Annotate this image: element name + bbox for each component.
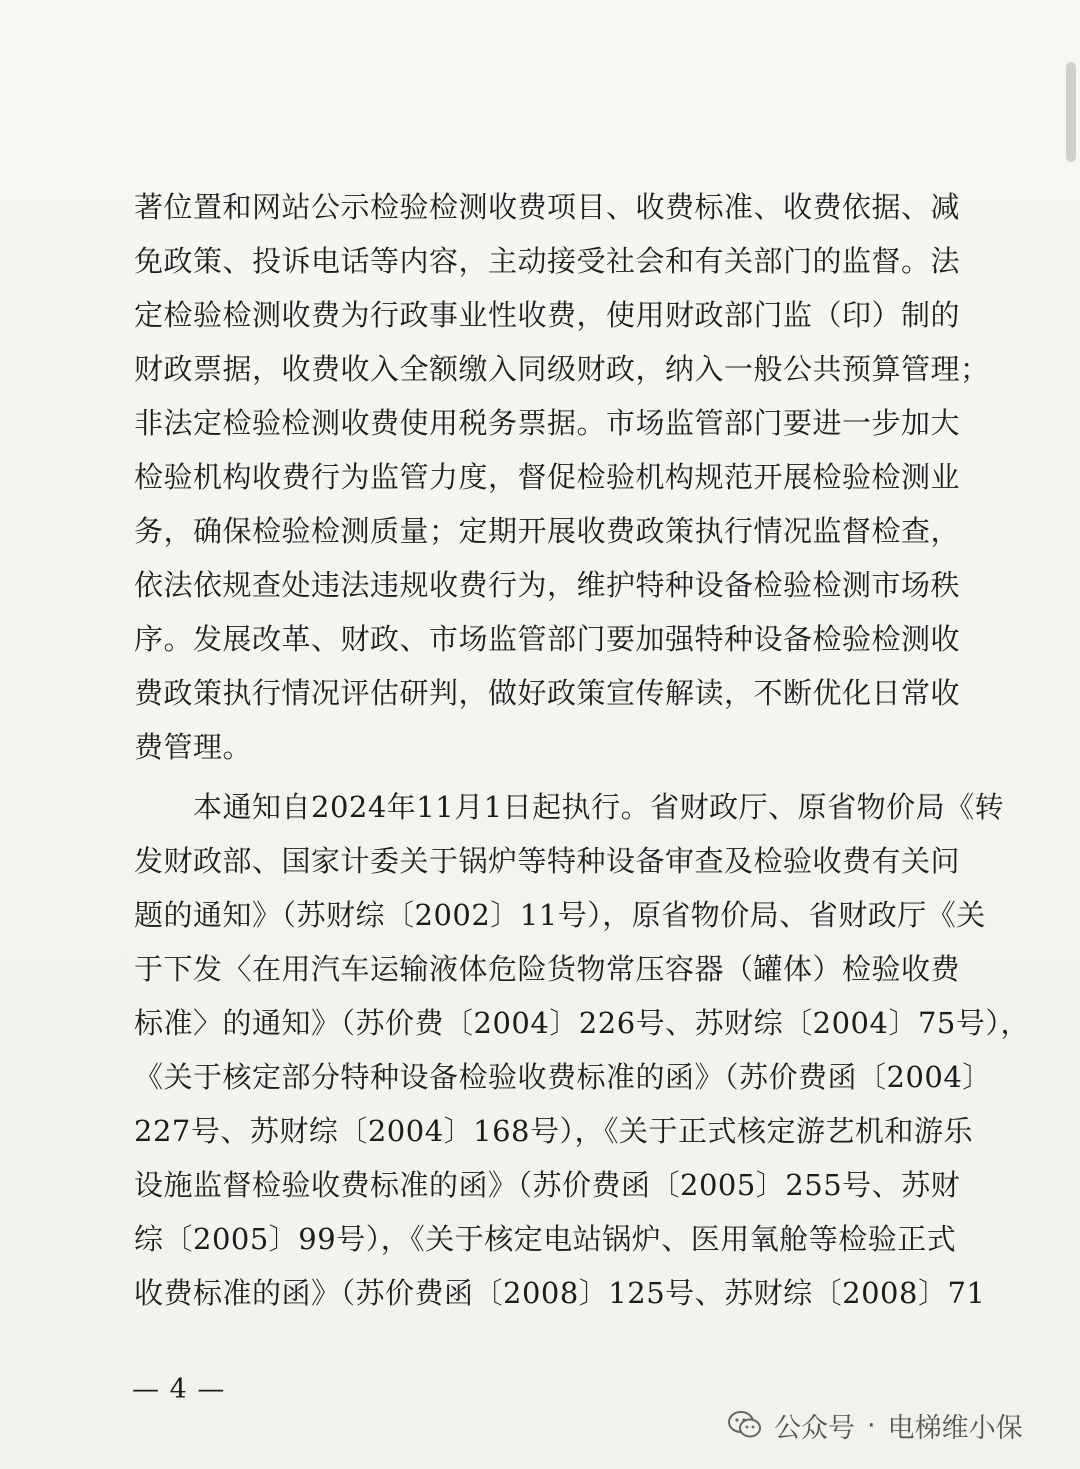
text-line: 发财政部、国家计委关于锅炉等特种设备审查及检验收费有关问 — [134, 844, 961, 878]
text-line: 务，确保检验检测质量；定期开展收费政策执行情况监督检查， — [134, 514, 961, 548]
text-line: 检验机构收费行为监管力度，督促检验机构规范开展检验检测业 — [134, 460, 961, 494]
text-line: 227号、苏财综〔2004〕168号），《关于正式核定游艺机和游乐 — [134, 1114, 974, 1148]
text-line: 收费标准的函》（苏价费函〔2008〕125号、苏财综〔2008〕71 — [134, 1276, 986, 1310]
paragraph-1 — [134, 180, 990, 774]
text-line: 费管理。 — [134, 730, 253, 764]
text-line: 依法依规查处违法违规收费行为，维护特种设备检验检测市场秩 — [134, 568, 961, 602]
watermark-label: 公众号 — [774, 1412, 855, 1444]
paragraph-2 — [134, 780, 1030, 1320]
text-line: 定检验检测收费为行政事业性收费，使用财政部门监（印）制的 — [134, 298, 961, 332]
text-line: 著位置和网站公示检验检测收费项目、收费标准、收费依据、减 — [134, 190, 961, 224]
text-line: 于下发〈在用汽车运输液体危险货物常压容器（罐体）检验收费 — [134, 952, 961, 986]
text-line: 设施监督检验收费标准的函》（苏价费函〔2005〕255号、苏财 — [134, 1168, 961, 1202]
scrollbar-thumb[interactable] — [1066, 62, 1076, 162]
text-line: 综〔2005〕99号），《关于核定电站锅炉、医用氧舱等检验正式 — [134, 1222, 957, 1256]
watermark — [728, 1400, 1023, 1450]
page-number: — 4 — — [132, 1374, 226, 1405]
text-line: 《关于核定部分特种设备检验收费标准的函》（苏价费函〔2004〕 — [134, 1060, 992, 1094]
watermark-separator: · — [867, 1409, 876, 1441]
watermark-account: 电梯维小保 — [887, 1412, 1023, 1444]
text-line: 非法定检验检测收费使用税务票据。市场监管部门要进一步加大 — [134, 406, 961, 440]
wechat-icon — [728, 1410, 762, 1440]
text-line: 费政策执行情况评估研判，做好政策宣传解读，不断优化日常收 — [134, 676, 961, 710]
text-line: 标准〉的通知》（苏价费〔2004〕226号、苏财综〔2004〕75号）， — [134, 1006, 1030, 1040]
text-line: 题的通知》（苏财综〔2002〕11号），原省物价局、省财政厅《关 — [134, 898, 986, 932]
text-line: 序。发展改革、财政、市场监管部门要加强特种设备检验检测收 — [134, 622, 961, 656]
text-line: 本通知自2024年11月1日起执行。省财政厅、原省物价局《转 — [134, 790, 1005, 824]
text-line: 财政票据，收费收入全额缴入同级财政，纳入一般公共预算管理； — [134, 352, 990, 386]
text-line: 免政策、投诉电话等内容，主动接受社会和有关部门的监督。法 — [134, 244, 961, 278]
